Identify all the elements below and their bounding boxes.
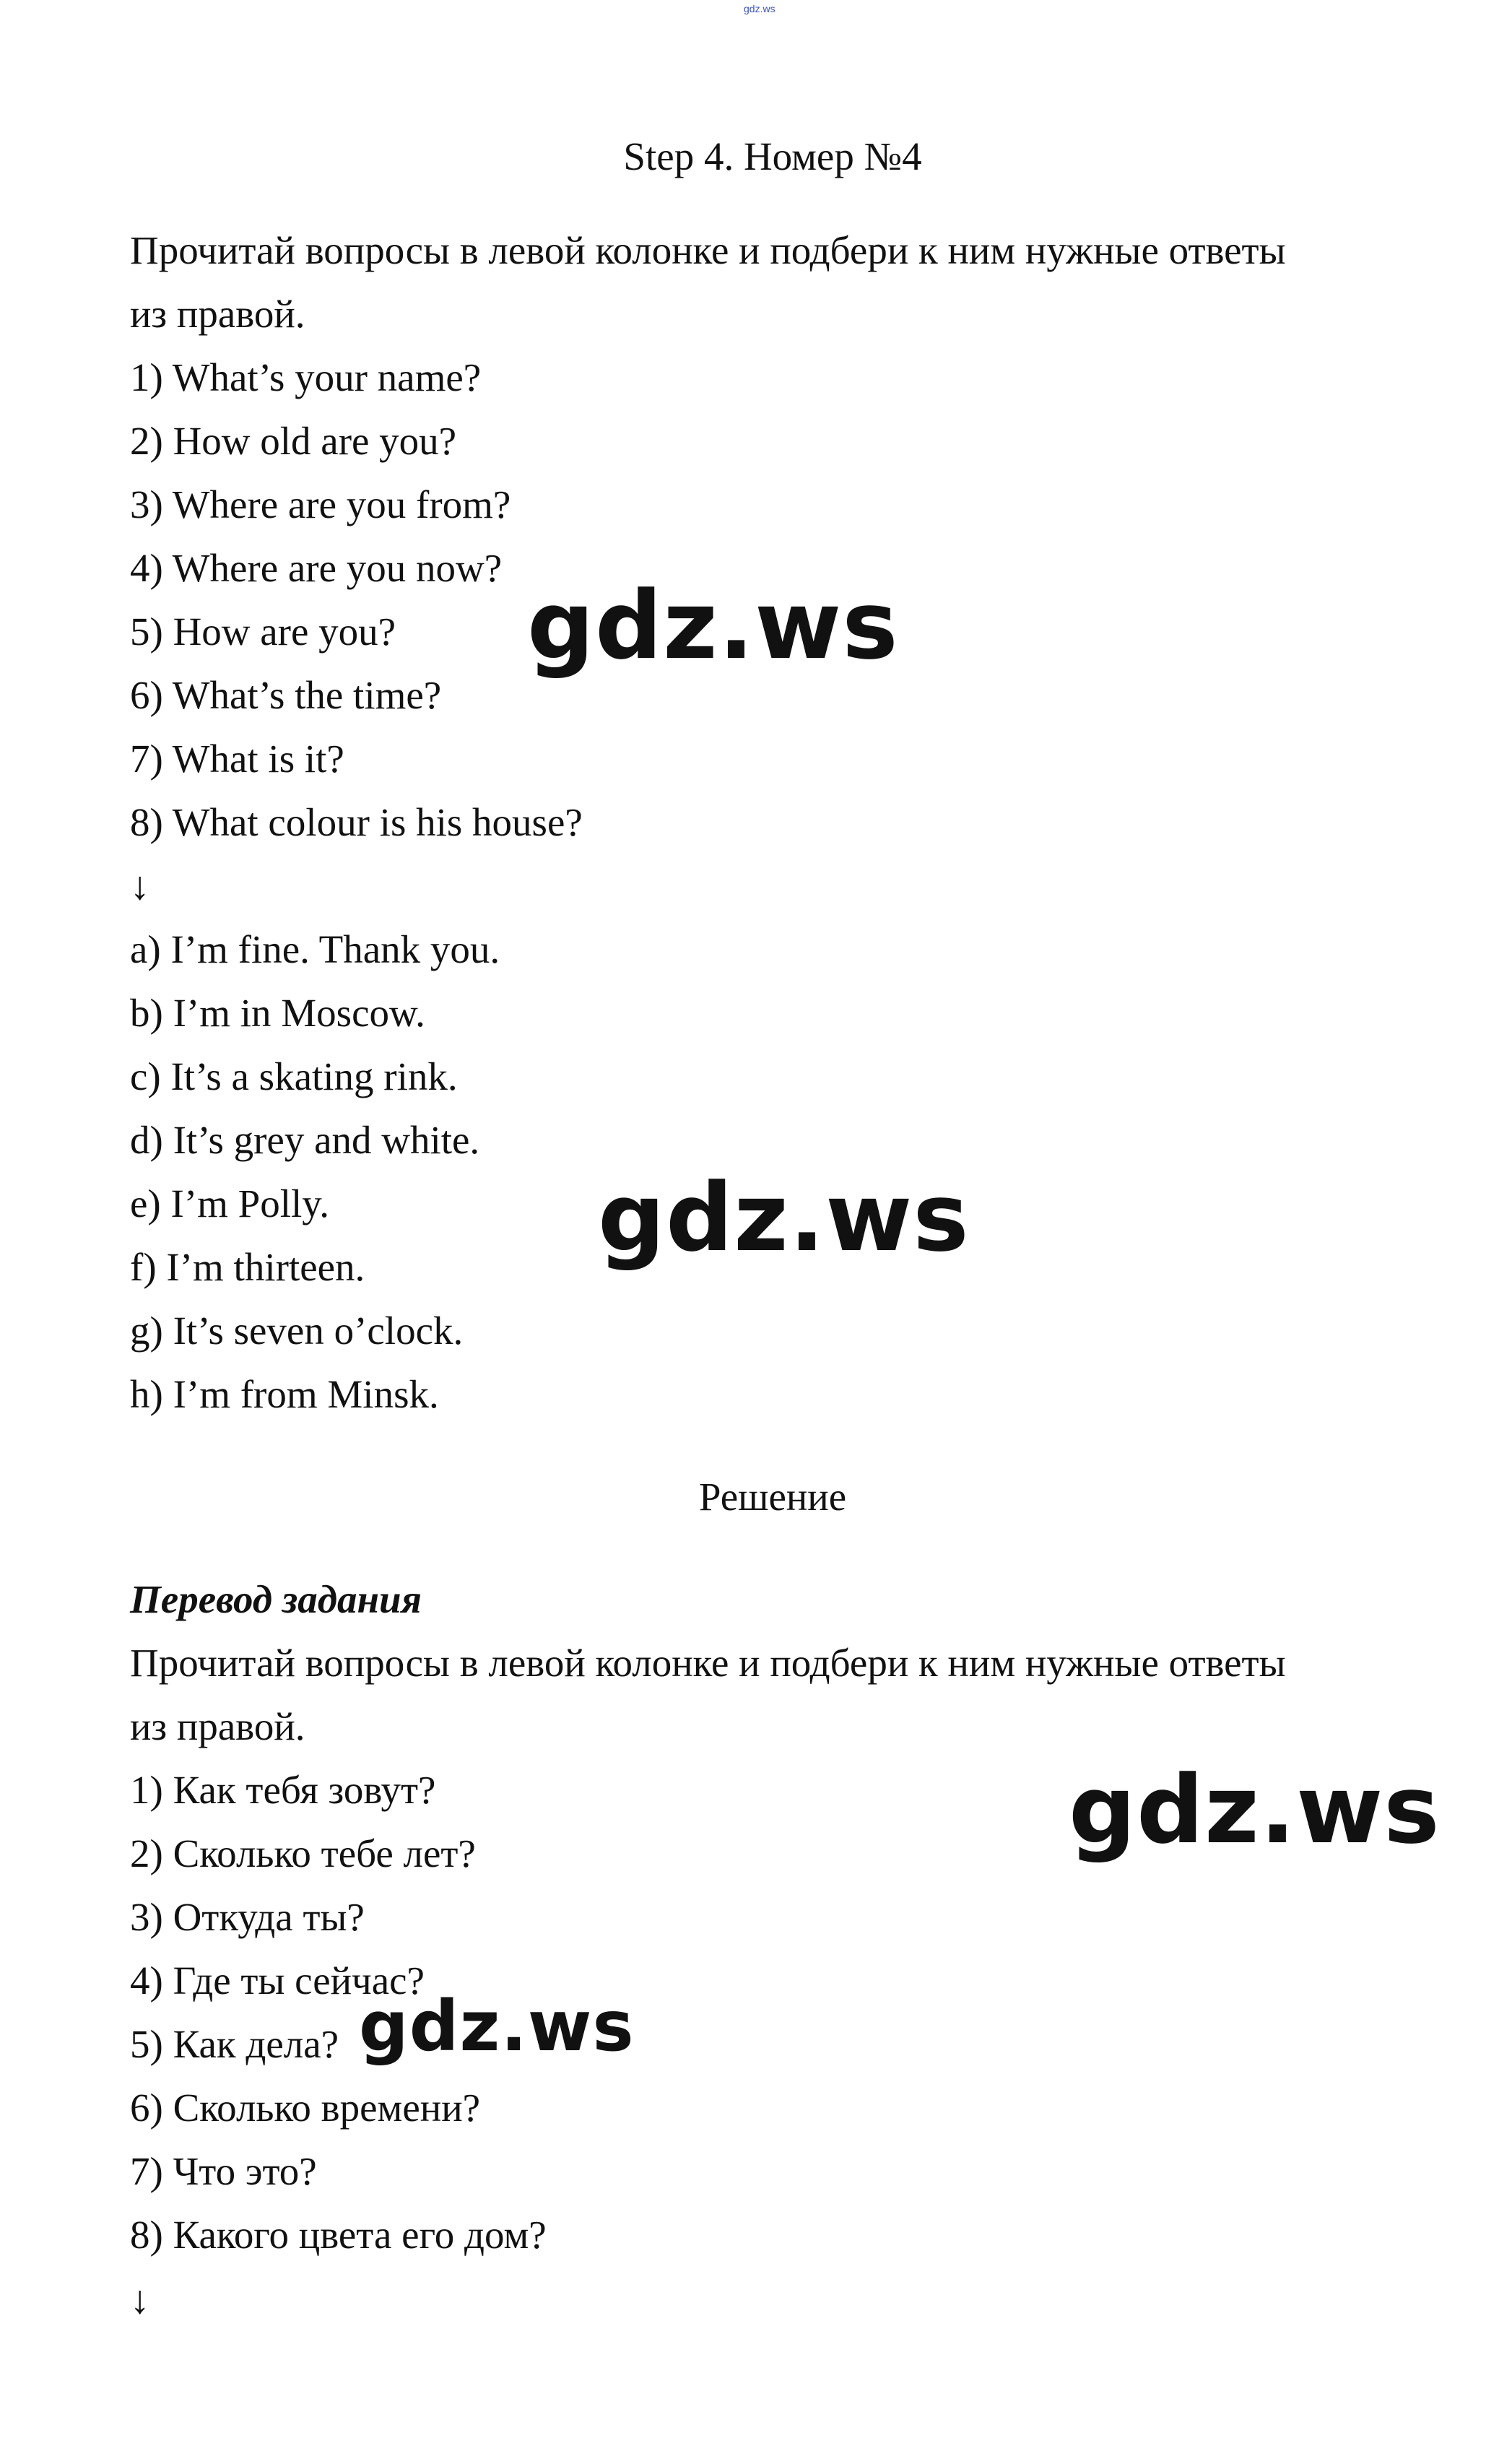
- translated-question: 5) Как дела?: [130, 2022, 339, 2066]
- question-item: 7) What is it?: [130, 737, 344, 781]
- translated-question: 4) Где ты сейчас?: [130, 1958, 425, 2003]
- answer-item: h) I’m from Minsk.: [130, 1372, 439, 1416]
- question-item: 8) What colour is his house?: [130, 800, 583, 844]
- translated-question: 2) Сколько тебе лет?: [130, 1831, 476, 1875]
- translated-question: 7) Что это?: [130, 2149, 317, 2193]
- question-item: 1) What’s your name?: [130, 355, 482, 399]
- task-line-1: Прочитай вопросы в левой колонке и подбери к ним нужные ответы: [130, 228, 1286, 272]
- answer-item: e) I’m Polly.: [130, 1181, 329, 1225]
- translated-question: 3) Откуда ты?: [130, 1895, 365, 1939]
- down-arrow-icon: ↓: [130, 2278, 150, 2322]
- answer-item: c) It’s a skating rink.: [130, 1054, 458, 1098]
- translation-line-1: Прочитай вопросы в левой колонке и подбери к ним нужные ответы: [130, 1641, 1286, 1685]
- translated-question: 6) Сколько времени?: [130, 2086, 481, 2130]
- translated-question: 1) Как тебя зовут?: [130, 1768, 436, 1812]
- solution-heading: Решение: [698, 1475, 847, 1519]
- translation-title: Перевод задания: [130, 1577, 422, 1621]
- translated-question: 8) Какого цвета его дом?: [130, 2213, 547, 2257]
- question-item: 3) Where are you from?: [130, 482, 511, 526]
- answer-item: b) I’m in Moscow.: [130, 991, 425, 1035]
- watermark: gdz.ws: [527, 571, 899, 680]
- translation-line-2: из правой.: [130, 1704, 305, 1748]
- down-arrow-icon: ↓: [130, 864, 150, 908]
- watermark: gdz.ws: [359, 1986, 635, 2067]
- watermark: gdz.ws: [1069, 1755, 1441, 1865]
- task-line-2: из правой.: [130, 292, 305, 336]
- top-watermark: gdz.ws: [744, 3, 775, 14]
- answer-item: g) It’s seven o’clock.: [130, 1309, 464, 1353]
- question-item: 4) Where are you now?: [130, 546, 503, 590]
- answer-item: a) I’m fine. Thank you.: [130, 927, 500, 971]
- question-item: 6) What’s the time?: [130, 673, 442, 717]
- question-item: 2) How old are you?: [130, 419, 457, 463]
- answer-item: d) It’s grey and white.: [130, 1118, 480, 1162]
- answer-item: f) I’m thirteen.: [130, 1245, 365, 1289]
- watermark: gdz.ws: [598, 1163, 970, 1272]
- page-title: Step 4. Номер №4: [623, 134, 922, 178]
- question-item: 5) How are you?: [130, 610, 396, 654]
